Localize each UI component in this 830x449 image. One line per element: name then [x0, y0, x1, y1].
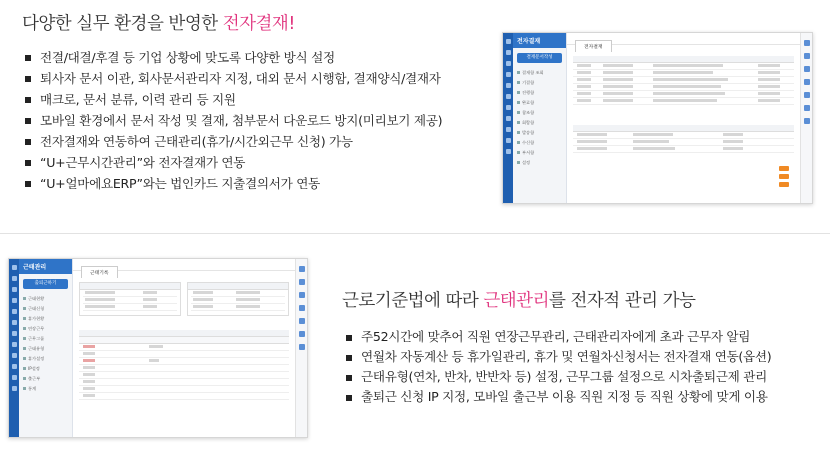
table-row[interactable] [573, 98, 794, 105]
tab-approval[interactable]: 전자결재 [575, 40, 612, 52]
top-bullet: 모바일 환경에서 문서 작성 및 결재, 첨부문서 다운로드 방지(미리보기 제공) [22, 110, 442, 131]
top-bullet: 퇴사자 문서 이관, 회사문서관리자 지정, 대외 문서 시행함, 결재양식/결재자 [22, 68, 442, 89]
sidebar-item[interactable]: IP설정 [19, 364, 72, 374]
sidebar-item[interactable]: 출근부 [19, 374, 72, 384]
sidebar-title: 근태관리 [19, 259, 72, 274]
sidebar-item[interactable]: 발송함 [513, 128, 566, 138]
section-caption [79, 322, 289, 327]
bottom-title-end: 를 전자적 관리 가능 [549, 291, 696, 311]
bottom-title-accent: 근태관리 [483, 291, 549, 311]
action-button[interactable] [779, 166, 789, 171]
table-row[interactable] [79, 372, 289, 379]
table-row[interactable] [79, 393, 289, 400]
attendance-sidebar [19, 259, 73, 437]
attendance-screenshot [8, 258, 308, 438]
table-row[interactable] [79, 344, 289, 351]
table-row[interactable] [573, 91, 794, 98]
sidebar-item[interactable]: 수신함 [513, 138, 566, 148]
sidebar-item[interactable]: 참조함 [513, 108, 566, 118]
bottom-bullet: 연월차 자동계산 등 휴가일관리, 휴가 및 연월차신청서는 전자결재 연동(옵션) [343, 347, 771, 367]
action-button[interactable] [779, 182, 789, 187]
summary-panel [187, 282, 289, 316]
sidebar-item[interactable]: 휴가설정 [19, 354, 72, 364]
table-header [573, 56, 794, 63]
sidebar-item[interactable]: 근무그룹 [19, 334, 72, 344]
top-bullet: 전결/대결/후결 등 기업 상황에 맞도록 다양한 방식 설정 [22, 47, 442, 68]
top-bullet-list [22, 47, 442, 194]
table-row[interactable] [573, 84, 794, 91]
sidebar-item[interactable]: 설정 [513, 158, 566, 168]
top-bullet: “U+얼마에요ERP”와는 법인카드 지출결의서가 연동 [22, 173, 442, 194]
sidebar-item[interactable]: 통계 [19, 384, 72, 394]
sidebar-item[interactable]: 완료함 [513, 98, 566, 108]
bottom-bullet: 근태유형(연차, 반차, 반반차 등) 설정, 근무그룹 설정으로 시차출퇴근제 관리 [343, 367, 771, 387]
bottom-bullet: 주52시간에 맞추어 직원 연장근무관리, 근태관리자에게 초과 근무자 알림 [343, 327, 771, 347]
top-section-title [22, 10, 295, 35]
table-row[interactable] [79, 386, 289, 393]
table-header [79, 330, 289, 337]
sidebar-item[interactable]: 회람함 [513, 118, 566, 128]
sidebar-item[interactable]: 연장근무 [19, 324, 72, 334]
checkin-button[interactable]: 출퇴근하기 [23, 279, 68, 289]
right-quickbar [800, 33, 812, 203]
section-divider [0, 233, 830, 234]
table-row[interactable] [573, 146, 794, 153]
app-rail [503, 33, 513, 203]
table-row[interactable] [573, 70, 794, 77]
table-header [79, 337, 289, 344]
top-toolbar [567, 33, 800, 50]
table-row[interactable] [79, 358, 289, 365]
top-title-plain: 다양한 실무 환경을 반영한 [22, 14, 223, 34]
approval-screenshot [502, 32, 813, 204]
top-title-accent: 전자결재! [222, 14, 295, 34]
sidebar-item[interactable]: 근태신청 [19, 304, 72, 314]
app-rail [9, 259, 19, 437]
table-header [573, 125, 794, 132]
summary-panel [79, 282, 181, 316]
sidebar-item[interactable]: 근태유형 [19, 344, 72, 354]
bottom-bullet: 출퇴근 신청 IP 지정, 모바일 출근부 이용 직원 지정 등 직원 상황에 맞게 이용 [343, 387, 771, 407]
table-row[interactable] [573, 139, 794, 146]
top-toolbar [73, 259, 295, 276]
sidebar-item[interactable]: 휴가현황 [19, 314, 72, 324]
summary-panels [79, 282, 289, 316]
table-row[interactable] [79, 379, 289, 386]
section-caption [573, 117, 794, 122]
action-button[interactable] [779, 174, 789, 179]
sidebar-item[interactable]: 근태현황 [19, 294, 72, 304]
approval-sidebar [513, 33, 567, 203]
bottom-section-title [342, 287, 695, 312]
top-bullet: “U+근무시간관리”와 전자결재가 연동 [22, 152, 442, 173]
bottom-bullet-list [343, 327, 771, 407]
table-row[interactable] [573, 63, 794, 70]
tab-attendance[interactable]: 근태기록 [81, 266, 118, 278]
approval-main [567, 33, 800, 203]
sidebar-title: 전자결재 [513, 33, 566, 48]
sidebar-item[interactable]: 진행함 [513, 88, 566, 98]
table-row[interactable] [79, 365, 289, 372]
table-row[interactable] [573, 132, 794, 139]
attendance-main [73, 259, 295, 437]
write-document-button[interactable]: 결재문서작성 [517, 53, 562, 63]
bottom-title-plain: 근로기준법에 따라 [342, 291, 484, 311]
right-quickbar [295, 259, 307, 437]
table-row[interactable] [573, 77, 794, 84]
top-bullet: 전자결재와 연동하여 근태관리(휴가/시간외근무 신청) 가능 [22, 131, 442, 152]
sidebar-item[interactable]: 기결함 [513, 78, 566, 88]
top-bullet: 매크로, 문서 분류, 이력 관리 등 지원 [22, 89, 442, 110]
sidebar-item[interactable]: 결재함 조회 [513, 68, 566, 78]
table-row[interactable] [79, 351, 289, 358]
sidebar-item[interactable]: 부서함 [513, 148, 566, 158]
